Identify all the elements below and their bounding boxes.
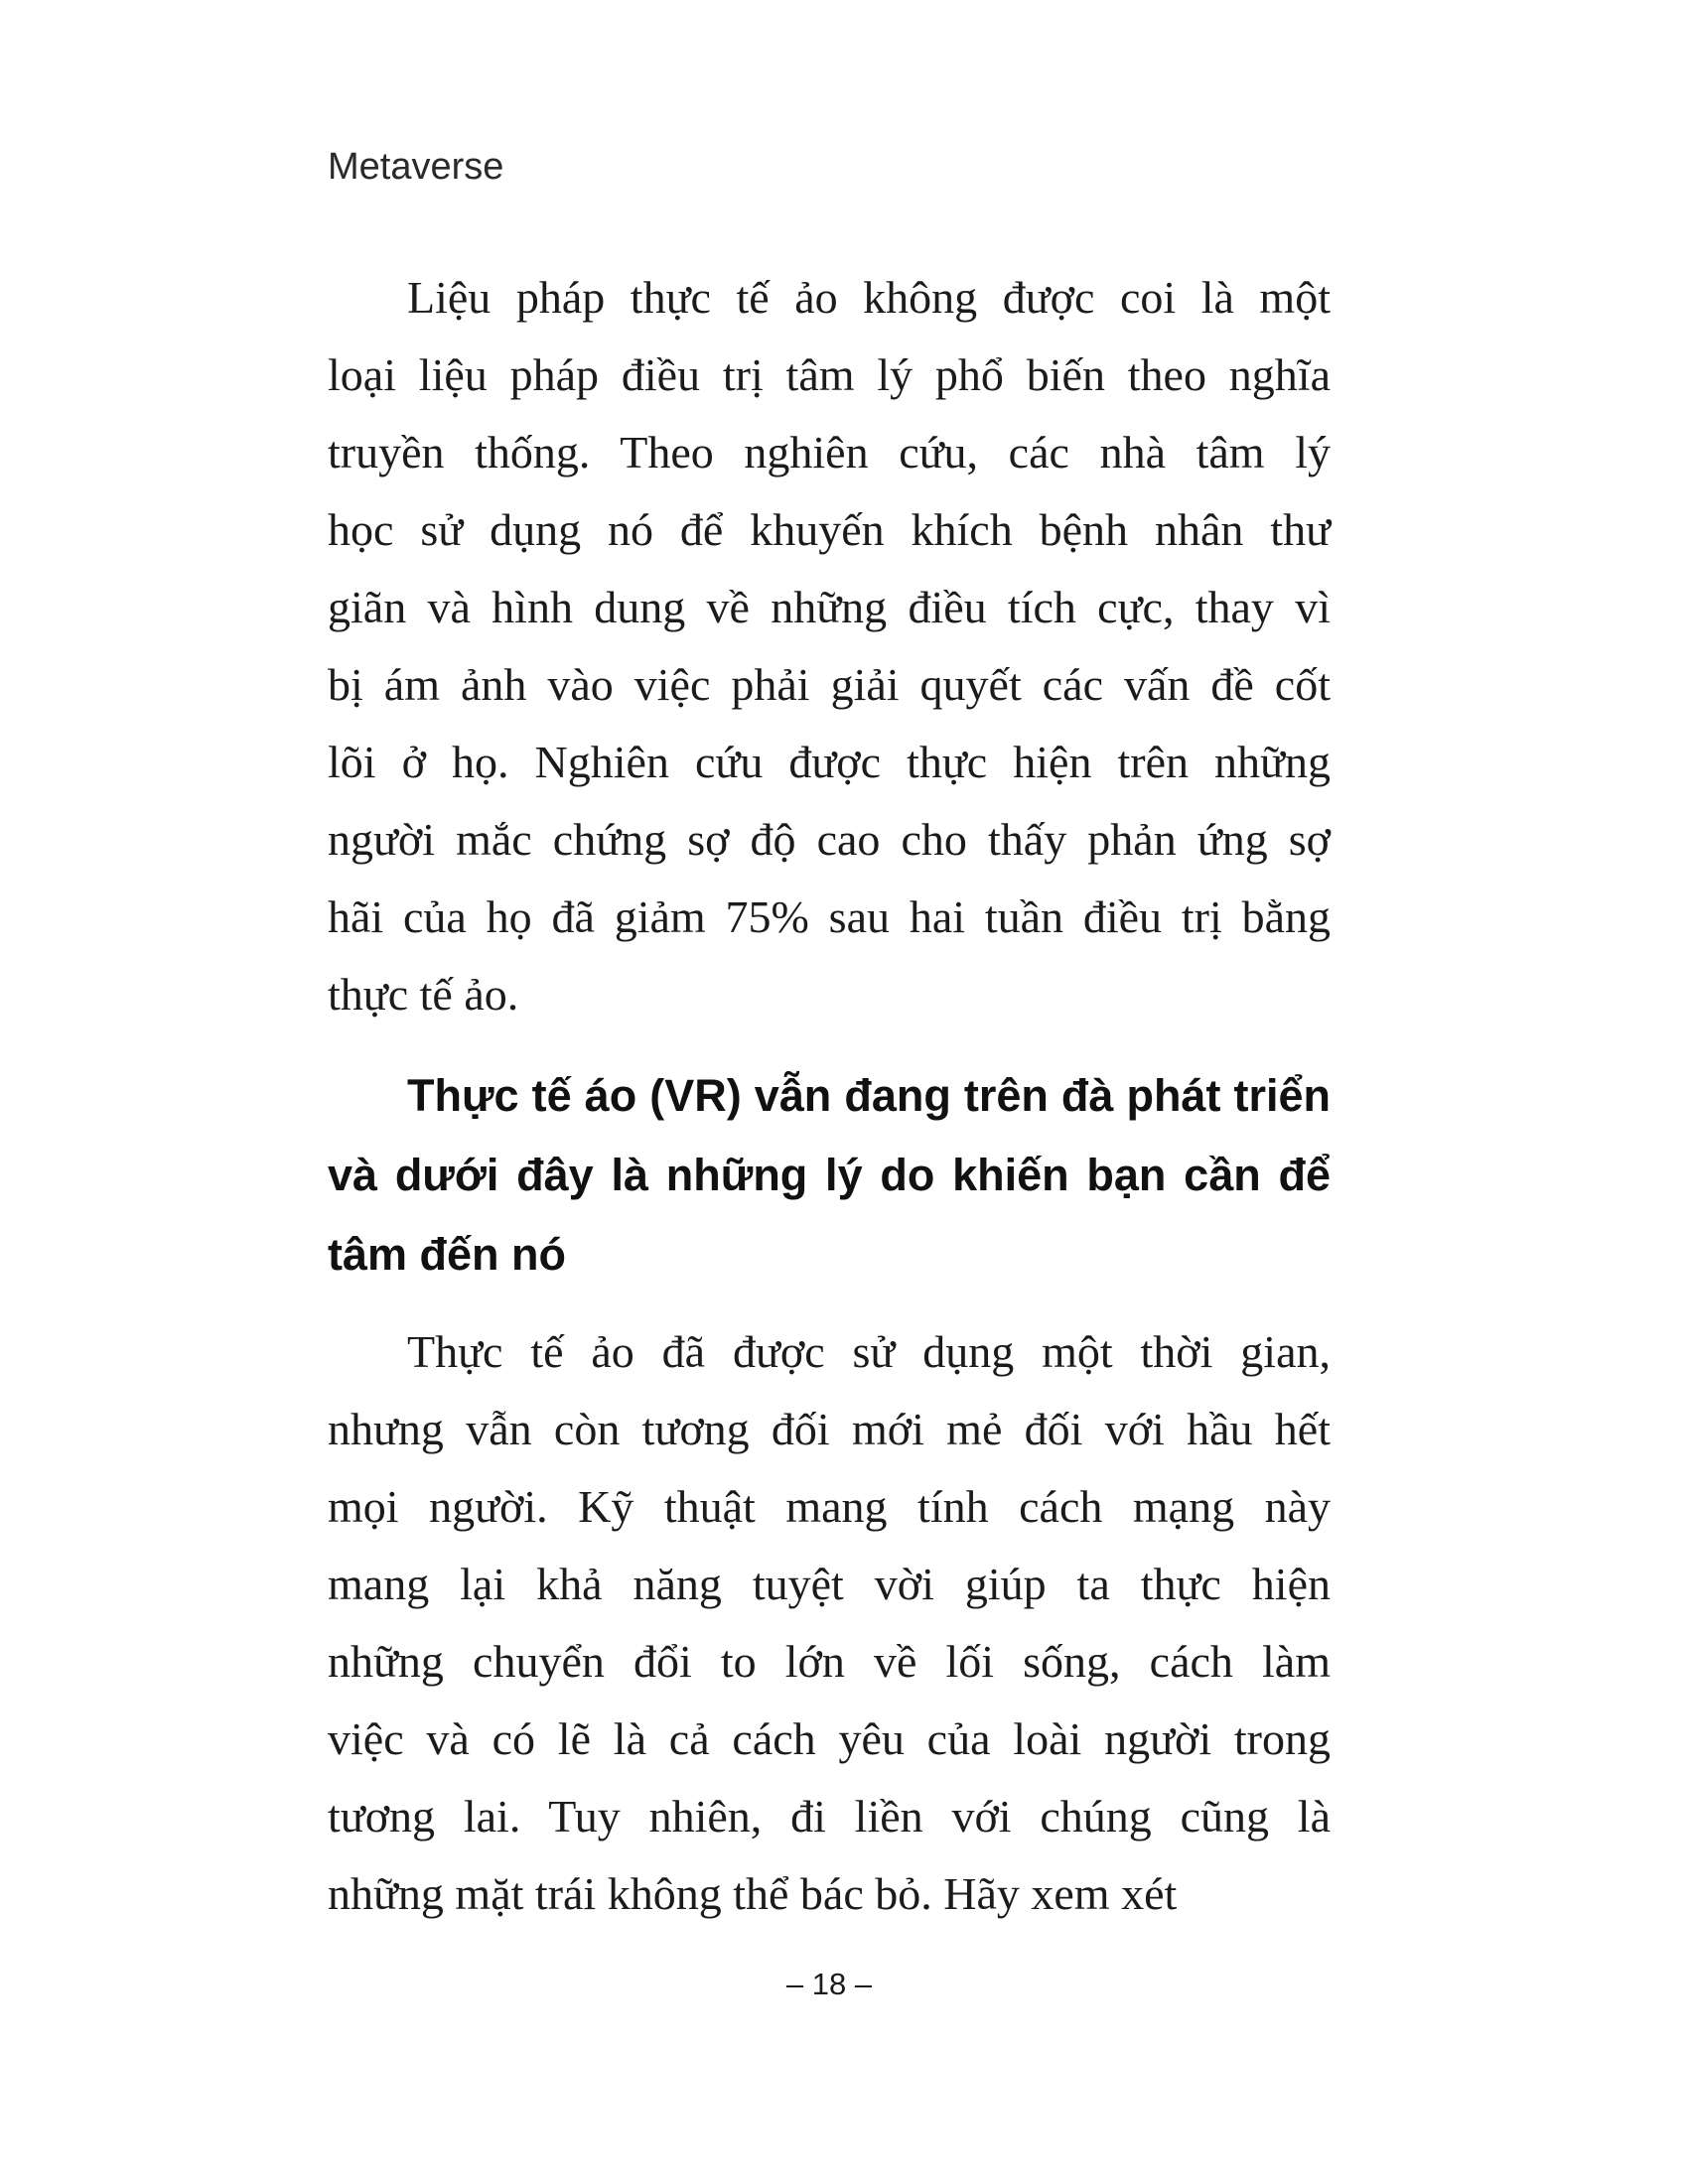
text-line: giãn và hình dung về những điều tích cực, thay vì bbox=[328, 582, 1331, 632]
text-column bbox=[328, 0, 1331, 2004]
text-line: lõi ở họ. Nghiên cứu được thực hiện trên những bbox=[328, 737, 1331, 787]
text-line: mọi người. Kỹ thuật mang tính cách mạng này bbox=[328, 1481, 1331, 1532]
text-line: Thực tế ảo đã được sử dụng một thời gian, bbox=[407, 1326, 1331, 1377]
text-line: bị ám ảnh vào việc phải giải quyết các vấn đề cốt bbox=[328, 659, 1331, 710]
text-line: Liệu pháp thực tế ảo không được coi là một bbox=[407, 272, 1331, 323]
paragraph-vr-therapy bbox=[328, 259, 1331, 1033]
text-line: nhưng vẫn còn tương đối mới mẻ đối với hầu hết bbox=[328, 1404, 1331, 1454]
running-header: Metaverse bbox=[328, 146, 504, 188]
text-line: tương lai. Tuy nhiên, đi liền với chúng cũng là bbox=[328, 1791, 1331, 1842]
text-line: và dưới đây là những lý do khiến bạn cần để bbox=[328, 1150, 1331, 1200]
text-line: hãi của họ đã giảm 75% sau hai tuần điều trị bằng bbox=[328, 891, 1331, 942]
text-line: mang lại khả năng tuyệt vời giúp ta thực hiện bbox=[328, 1559, 1331, 1609]
text-line: những chuyển đổi to lớn về lối sống, cách làm bbox=[328, 1636, 1331, 1687]
text-line: tâm đến nó bbox=[328, 1229, 567, 1280]
text-line: những mặt trái không thể bác bỏ. Hãy xem xét bbox=[328, 1868, 1178, 1919]
paragraph-vr-growth bbox=[328, 1313, 1331, 1933]
text-line: Thực tế áo (VR) vẫn đang trên đà phát triển bbox=[407, 1070, 1331, 1121]
text-line: người mắc chứng sợ độ cao cho thấy phản ứng sợ bbox=[328, 814, 1331, 865]
text-line: thực tế ảo. bbox=[328, 969, 519, 1020]
text-line: học sử dụng nó để khuyến khích bệnh nhân thư bbox=[328, 504, 1331, 555]
section-heading bbox=[328, 1056, 1331, 1295]
text-line: truyền thống. Theo nghiên cứu, các nhà tâm lý bbox=[328, 427, 1331, 478]
page-number: – 18 – bbox=[785, 1967, 873, 2001]
text-line: việc và có lẽ là cả cách yêu của loài người trong bbox=[328, 1713, 1331, 1764]
text-line: loại liệu pháp điều trị tâm lý phổ biến theo nghĩa bbox=[328, 349, 1331, 400]
